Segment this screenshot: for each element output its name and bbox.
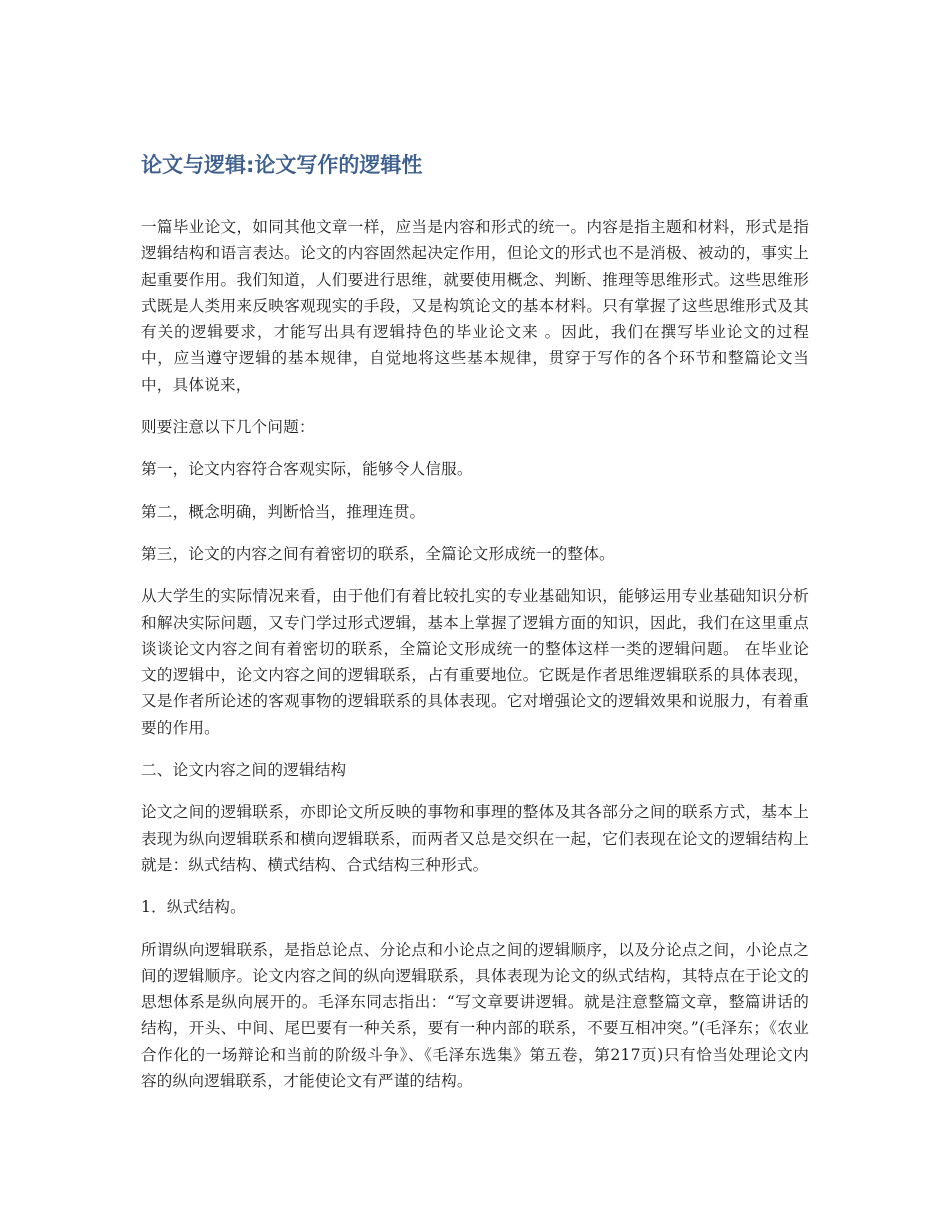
paragraph-point-1: 第一，论文内容符合客观实际，能够令人信服。 bbox=[141, 460, 473, 479]
subheading-vertical-structure: 1．纵式结构。 bbox=[141, 898, 246, 917]
paragraph-students: 从大学生的实际情况来看，由于他们有着比较扎实的专业基础知识，能够运用专业基础知识分析和解决实际问题，又专门学过形式逻辑，基本上掌握了逻辑方面的知识，因此，我们在这里重点谈谈论文内容之间有着密切的联系，全篇论文形成统一的整体这样一类的逻辑问题。 在毕业论文的逻辑中，论文内容之间的逻辑联系，占有重要地位。它既是作者思维逻辑联系的具体表现，又是作者所论述的客观事物的逻辑联系的具体表现。它对增强论文的逻辑效果和说服力，有着重要的作用。 bbox=[141, 587, 809, 737]
paragraph-point-2: 第二，概念明确，判断恰当，推理连贯。 bbox=[141, 502, 426, 521]
paragraph-vertical-connection: 所谓纵向逻辑联系，是指总论点、分论点和小论点之间的逻辑顺序，以及分论点之间，小论点之间的逻辑顺序。论文内容之间的纵向逻辑联系，具体表现为论文的纵式结构，其特点在于论文的思想体系是纵向展开的。毛泽东同志指出：“写文章要讲逻辑。就是注意整篇文章，整篇讲话的结构，开头、中间、尾巴要有一种关系，要有一种内部的联系，不要互相冲突。”(毛泽东；《农业合作化的一场辩论和当前的阶级斗争》、《毛泽东选集》第五卷，第217页)只有恰当处理论文内容的纵向逻辑联系，才能使论文有严谨的结构。 bbox=[141, 940, 809, 1091]
paragraph-issues-lead: 则要注意以下几个问题： bbox=[141, 418, 315, 437]
document-title: 论文与逻辑:论文写作的逻辑性 bbox=[141, 153, 423, 177]
paragraph-logical-connection: 论文之间的逻辑联系，亦即论文所反映的事物和事理的整体及其各部分之间的联系方式，基本上表现为纵向逻辑联系和横向逻辑联系，而两者又总是交织在一起，它们表现在论文的逻辑结构上就是：纵式结构、横式结构、合式结构三种形式。 bbox=[141, 803, 809, 874]
paragraph-intro: 一篇毕业论文，如同其他文章一样，应当是内容和形式的统一。内容是指主题和材料，形式是指逻辑结构和语言表达。论文的内容固然起决定作用，但论文的形式也不是消极、被动的，事实上起重要作用。我们知道，人们要进行思维，就要使用概念、判断、推理等思维形式。这些思维形式既是人类用来反映客观现实的手段，又是构筑论文的基本材料。只有掌握了这些思维形式及其有关的逻辑要求，才能写出具有逻辑持色的毕业论文来 。因此，我们在撰写毕业论文的过程中，应当遵守逻辑的基本规律，自觉地将这些基本规律，贯穿于写作的各个环节和整篇论文当中，具体说来， bbox=[141, 218, 809, 394]
section-heading-logical-structure: 二、论文内容之间的逻辑结构 bbox=[141, 761, 347, 780]
paragraph-point-3: 第三，论文的内容之间有着密切的联系，全篇论文形成统一的整体。 bbox=[141, 544, 615, 563]
document-body bbox=[141, 150, 809, 1110]
